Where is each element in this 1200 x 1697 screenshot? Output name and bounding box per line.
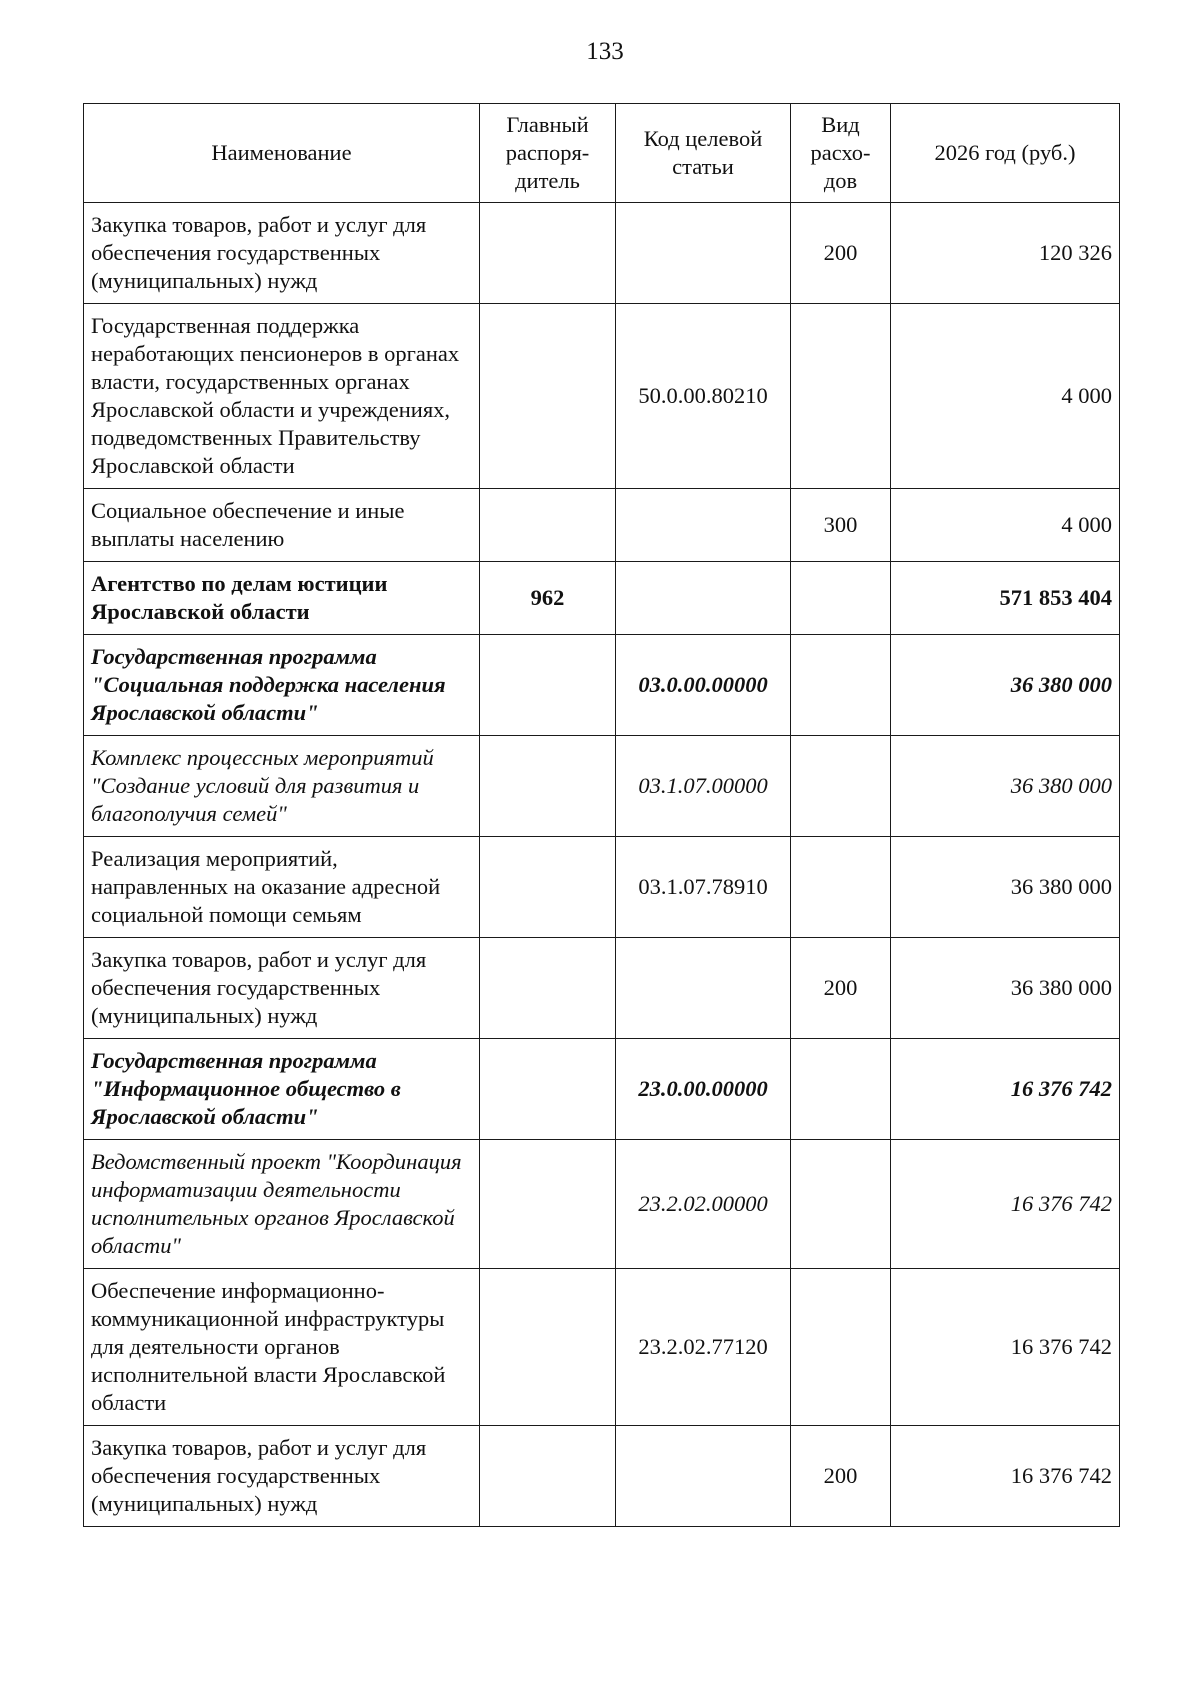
cell-type bbox=[791, 1140, 891, 1269]
cell-type bbox=[791, 562, 891, 635]
cell-admin bbox=[480, 1426, 616, 1527]
cell-name: Государственная программа "Информационное общество в Ярославской области" bbox=[84, 1039, 480, 1140]
cell-amount: 571 853 404 bbox=[891, 562, 1120, 635]
cell-amount: 16 376 742 bbox=[891, 1426, 1120, 1527]
cell-admin bbox=[480, 489, 616, 562]
table-row bbox=[84, 1039, 1120, 1140]
cell-admin: 962 bbox=[480, 562, 616, 635]
cell-code bbox=[616, 562, 791, 635]
cell-type bbox=[791, 1269, 891, 1426]
table-row bbox=[84, 736, 1120, 837]
cell-code bbox=[616, 938, 791, 1039]
cell-name: Агентство по делам юстиции Ярославской области bbox=[84, 562, 480, 635]
table-row bbox=[84, 489, 1120, 562]
header-admin: Главный распоря-дитель bbox=[480, 104, 616, 203]
cell-type bbox=[791, 635, 891, 736]
cell-code: 50.0.00.80210 bbox=[616, 304, 791, 489]
cell-amount: 36 380 000 bbox=[891, 635, 1120, 736]
cell-name: Государственная поддержка неработающих пенсионеров в органах власти, государственных органах Ярославской области и учреждениях, подведомственных Правительству Ярославской области bbox=[84, 304, 480, 489]
cell-code: 23.0.00.00000 bbox=[616, 1039, 791, 1140]
cell-amount: 16 376 742 bbox=[891, 1039, 1120, 1140]
cell-name: Социальное обеспечение и иные выплаты населению bbox=[84, 489, 480, 562]
cell-name: Закупка товаров, работ и услуг для обеспечения государственных (муниципальных) нужд bbox=[84, 203, 480, 304]
cell-admin bbox=[480, 736, 616, 837]
header-code: Код целевой статьи bbox=[616, 104, 791, 203]
cell-type: 200 bbox=[791, 1426, 891, 1527]
cell-amount: 36 380 000 bbox=[891, 736, 1120, 837]
cell-admin bbox=[480, 304, 616, 489]
cell-code bbox=[616, 1426, 791, 1527]
table-row bbox=[84, 938, 1120, 1039]
cell-amount: 16 376 742 bbox=[891, 1140, 1120, 1269]
cell-admin bbox=[480, 1039, 616, 1140]
table-row bbox=[84, 1269, 1120, 1426]
cell-admin bbox=[480, 837, 616, 938]
cell-name: Закупка товаров, работ и услуг для обеспечения государственных (муниципальных) нужд bbox=[84, 1426, 480, 1527]
cell-code: 23.2.02.77120 bbox=[616, 1269, 791, 1426]
cell-amount: 16 376 742 bbox=[891, 1269, 1120, 1426]
header-row bbox=[84, 104, 1120, 203]
cell-code: 03.1.07.00000 bbox=[616, 736, 791, 837]
cell-amount: 120 326 bbox=[891, 203, 1120, 304]
cell-name: Обеспечение информационно-коммуникационной инфраструктуры для деятельности органов исполнительной власти Ярославской области bbox=[84, 1269, 480, 1426]
table-header bbox=[84, 104, 1120, 203]
cell-code bbox=[616, 203, 791, 304]
cell-type bbox=[791, 1039, 891, 1140]
header-type: Вид расхо-дов bbox=[791, 104, 891, 203]
cell-name: Ведомственный проект "Координация информатизации деятельности исполнительных органов Ярославской области" bbox=[84, 1140, 480, 1269]
cell-type: 300 bbox=[791, 489, 891, 562]
cell-amount: 36 380 000 bbox=[891, 938, 1120, 1039]
table-body bbox=[84, 203, 1120, 1527]
cell-admin bbox=[480, 938, 616, 1039]
cell-admin bbox=[480, 1140, 616, 1269]
table-row bbox=[84, 304, 1120, 489]
cell-name: Комплекс процессных мероприятий "Создание условий для развития и благополучия семей" bbox=[84, 736, 480, 837]
cell-amount: 36 380 000 bbox=[891, 837, 1120, 938]
cell-type bbox=[791, 736, 891, 837]
cell-admin bbox=[480, 203, 616, 304]
cell-type: 200 bbox=[791, 203, 891, 304]
table-row bbox=[84, 562, 1120, 635]
table-row bbox=[84, 837, 1120, 938]
page-number: 133 bbox=[586, 38, 624, 65]
table-row bbox=[84, 1426, 1120, 1527]
cell-amount: 4 000 bbox=[891, 304, 1120, 489]
cell-admin bbox=[480, 1269, 616, 1426]
cell-amount: 4 000 bbox=[891, 489, 1120, 562]
table-row bbox=[84, 203, 1120, 304]
table-row bbox=[84, 1140, 1120, 1269]
header-amount: 2026 год (руб.) bbox=[891, 104, 1120, 203]
cell-name: Закупка товаров, работ и услуг для обеспечения государственных (муниципальных) нужд bbox=[84, 938, 480, 1039]
cell-type: 200 bbox=[791, 938, 891, 1039]
header-name: Наименование bbox=[84, 104, 480, 203]
cell-code: 03.1.07.78910 bbox=[616, 837, 791, 938]
cell-name: Государственная программа "Социальная поддержка населения Ярославской области" bbox=[84, 635, 480, 736]
cell-code: 23.2.02.00000 bbox=[616, 1140, 791, 1269]
cell-code bbox=[616, 489, 791, 562]
cell-admin bbox=[480, 635, 616, 736]
cell-code: 03.0.00.00000 bbox=[616, 635, 791, 736]
budget-table bbox=[83, 103, 1120, 1527]
cell-type bbox=[791, 837, 891, 938]
table-row bbox=[84, 635, 1120, 736]
cell-name: Реализация мероприятий, направленных на оказание адресной социальной помощи семьям bbox=[84, 837, 480, 938]
cell-type bbox=[791, 304, 891, 489]
